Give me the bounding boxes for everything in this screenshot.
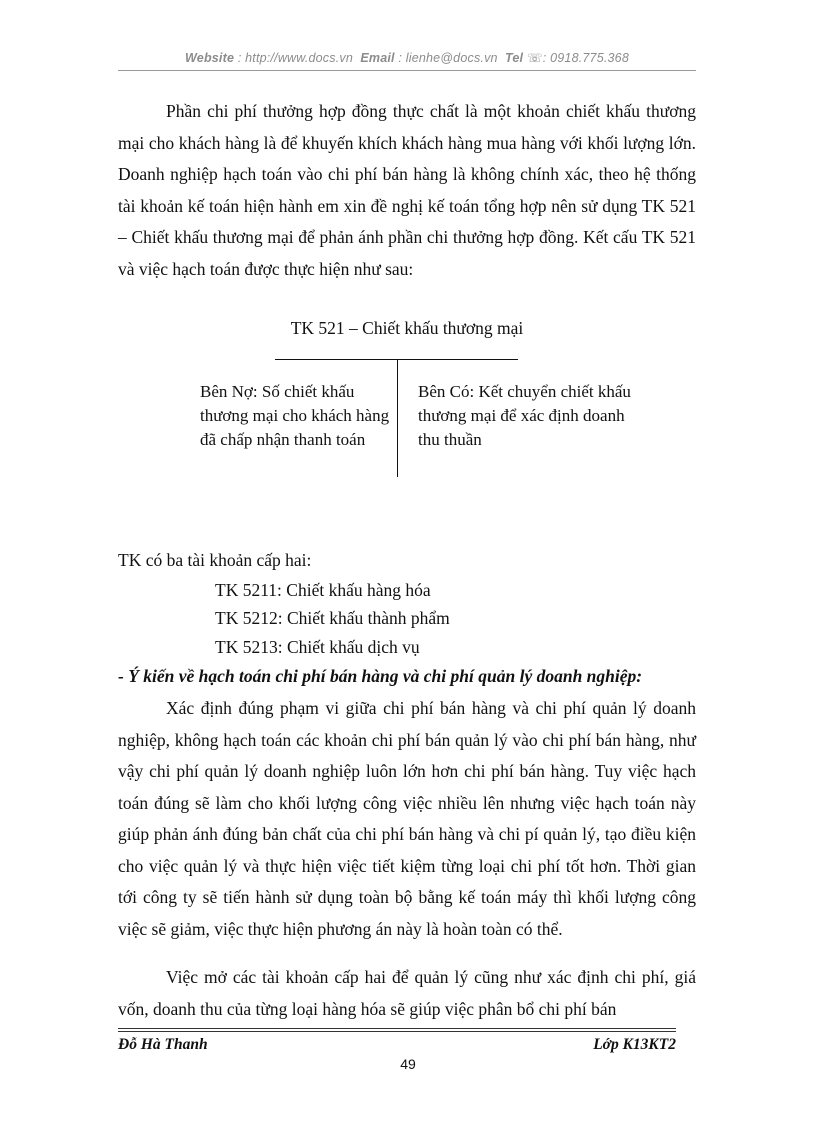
paragraph-2: Xác định đúng phạm vi giữa chi phí bán hàng và chi phí quản lý doanh nghiệp, không hạch toán các khoản chi phí bán quản lý vào chi phí bán hàng, như vậy chi phí quản lý doanh nghiệp luôn lớn hơn chi phí bán hàng. Tuy việc hạch toán đúng sẽ làm cho khối lượng công việc nhiều lên nhưng việc hạch toán này giúp phản ánh đúng bản chất của chi phí bán hàng và chi pí quản lý, tạo điều kiện cho việc quản lý và thực hiện việc tiết kiệm từng loại chi phí tốt hơn. Thời gian tới công ty sẽ tiến hành sử dụng toàn bộ bằng kế toán máy thì khối lượng công việc sẽ giảm, việc thực hiện phương án này là hoàn toàn có thể. (118, 698, 696, 939)
email-label: Email (360, 51, 395, 65)
website-value: : http://www.docs.vn (237, 51, 353, 65)
footer-class: Lớp K13KT2 (593, 1036, 676, 1053)
tel-value: : 0918.775.368 (542, 51, 629, 65)
sub-account-item: TK 5211: Chiết khấu hàng hóa (215, 580, 431, 600)
footer-divider (118, 1028, 676, 1029)
paragraph-3: Việc mở các tài khoản cấp hai để quản lý cũng như xác định chi phí, giá vốn, doanh thu của từng loại hàng hóa sẽ giúp việc phân bổ chi phí bán (118, 967, 696, 1019)
sub-accounts-intro: TK có ba tài khoản cấp hai: (118, 550, 312, 570)
sub-account-item: TK 5213: Chiết khấu dịch vụ (215, 637, 420, 657)
website-label: Website (185, 51, 235, 65)
footer-divider (118, 1031, 676, 1032)
t-account-debit: Bên Nợ: Số chiết khấu thương mại cho khách hàng đã chấp nhận thanh toán (200, 382, 390, 449)
t-account-credit: Bên Có: Kết chuyển chiết khấu thương mại để xác định doanh thu thuần (418, 382, 631, 449)
paragraph-1: Phần chi phí thưởng hợp đồng thực chất là một khoản chiết khấu thương mại cho khách hàng là để khuyến khích khách hàng mua hàng với khối lượng lớn. Doanh nghiệp hạch toán vào chi phí bán hàng là không chính xác, theo hệ thống tài khoản kế toán hiện hành em xin đề nghị kế toán tổng hợp nên sử dụng TK 521 – Chiết khấu thương mại để phản ánh phần chi thưởng hợp đồng. Kết cấu TK 521 và việc hạch toán được thực hiện như sau: (118, 101, 696, 279)
section-heading: - Ý kiến về hạch toán chi phí bán hàng và chi phí quản lý doanh nghiệp: (118, 666, 643, 686)
t-account-title: TK 521 – Chiết khấu thương mại (290, 318, 524, 338)
sub-account-item: TK 5212: Chiết khấu thành phẩm (215, 608, 450, 628)
email-value: : lienhe@docs.vn (398, 51, 498, 65)
tel-label: Tel (505, 51, 524, 65)
footer-author: Đỗ Hà Thanh (118, 1036, 208, 1053)
header-divider (118, 70, 696, 71)
t-account-vertical-line (397, 359, 398, 477)
phone-icon: ☏ (526, 51, 543, 65)
page-number: 49 (400, 1056, 416, 1072)
page-header (118, 50, 696, 65)
